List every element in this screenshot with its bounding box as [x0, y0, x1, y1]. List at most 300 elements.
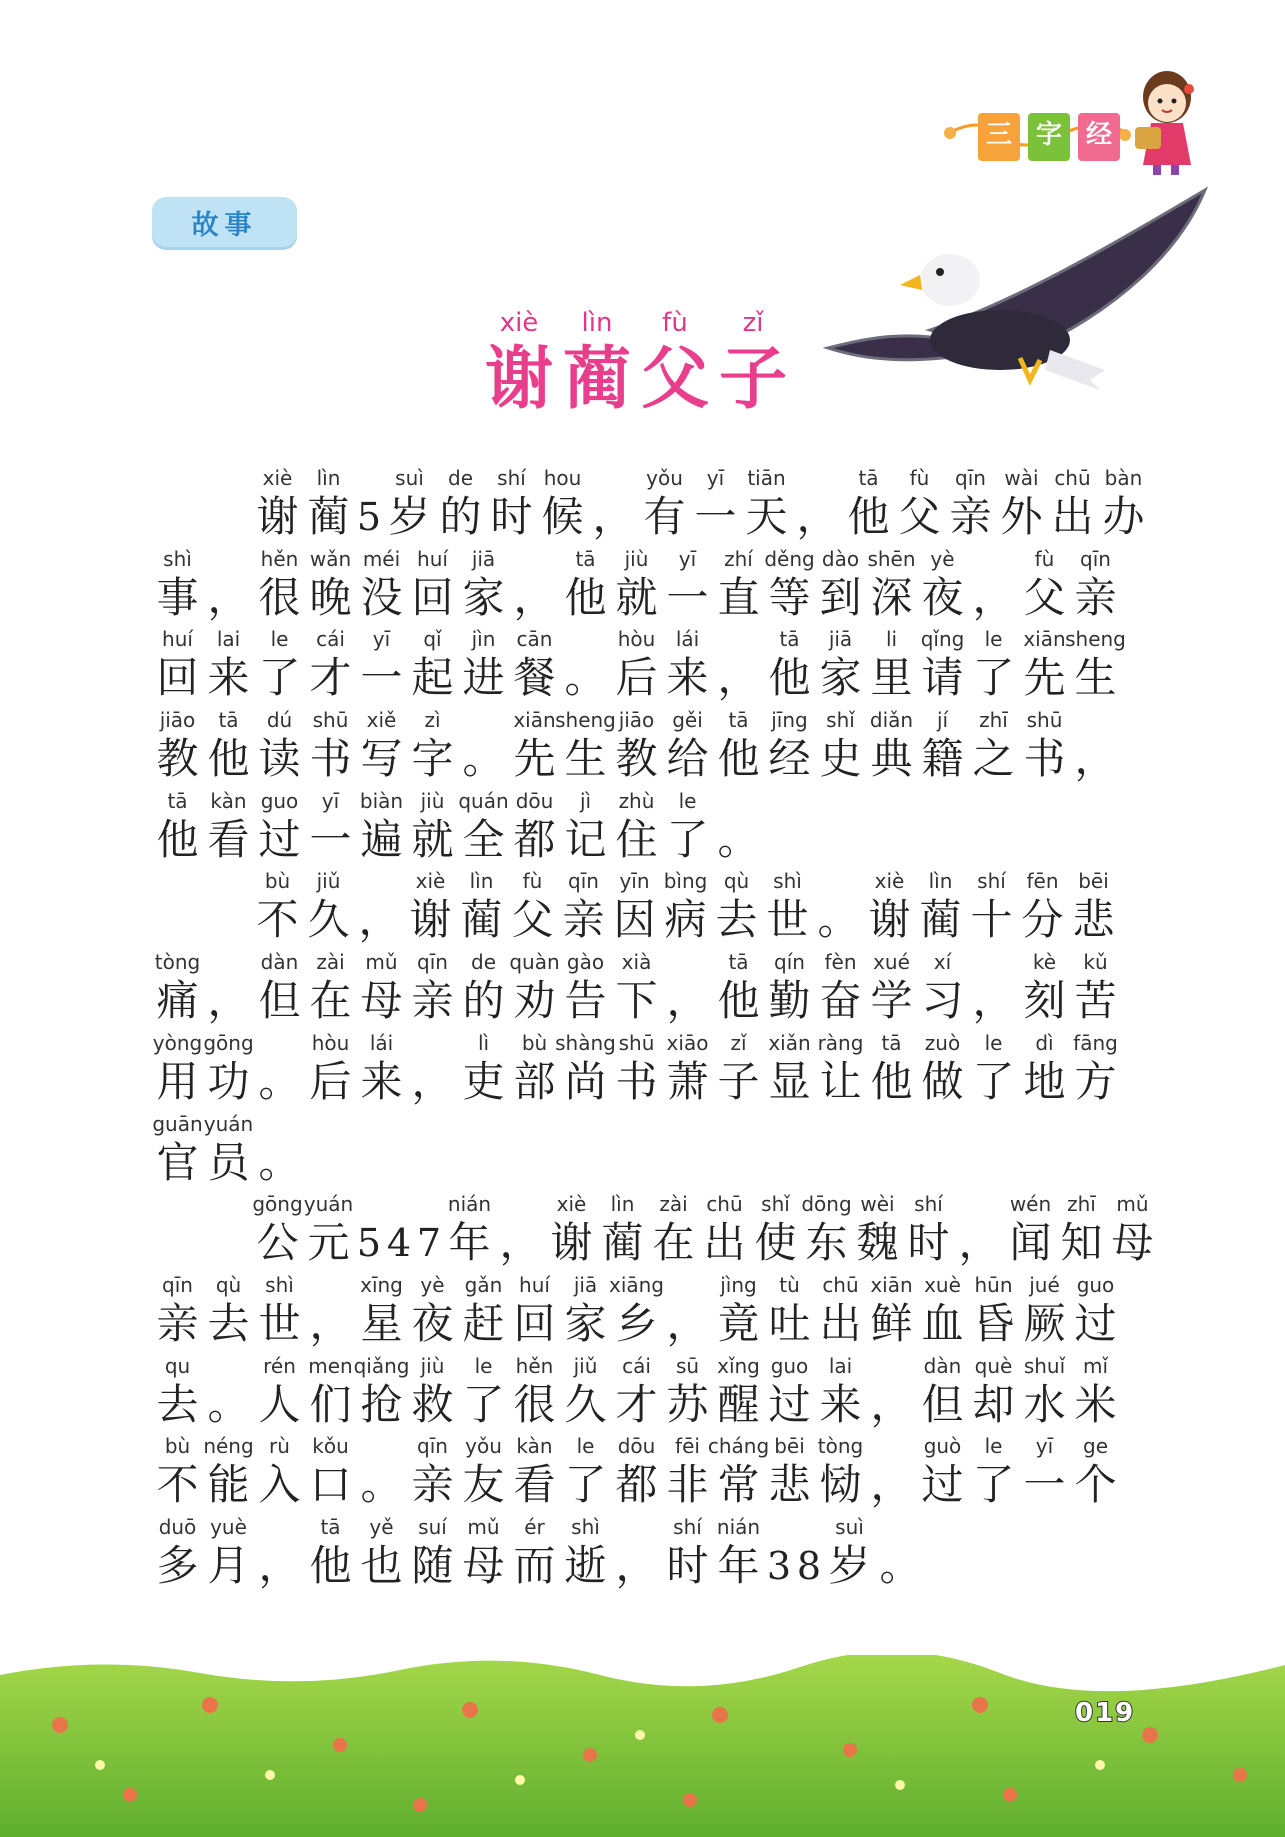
pinyin: qu	[164, 1353, 191, 1378]
pinyin: xiāo	[666, 1030, 709, 1055]
hanzi: 救	[411, 1379, 454, 1429]
story-char	[252, 867, 303, 948]
story-char	[254, 1432, 305, 1513]
story-char	[152, 948, 203, 1029]
story-char	[954, 1190, 1005, 1271]
hanzi: 世	[766, 895, 809, 945]
hanzi: 父	[511, 895, 554, 945]
story-char	[558, 867, 609, 948]
pinyin: děng	[764, 546, 815, 571]
hanzi: 。	[258, 1137, 301, 1187]
story-char	[356, 545, 407, 626]
story-char	[815, 1271, 866, 1352]
story-char	[866, 1029, 917, 1110]
pinyin: jì	[579, 788, 592, 813]
hanzi: 子	[717, 1056, 760, 1106]
story-char	[152, 1432, 203, 1513]
hanzi: 晚	[309, 572, 352, 622]
hanzi: 先	[513, 734, 556, 784]
pinyin: yī	[706, 466, 725, 490]
story-char	[458, 948, 509, 1029]
pinyin: tā	[167, 788, 188, 813]
hanzi: 书	[615, 1056, 658, 1106]
story-char	[458, 1271, 509, 1352]
story-char	[254, 625, 305, 706]
hanzi: 就	[411, 814, 454, 864]
pinyin: dōng	[801, 1192, 852, 1217]
hanzi: 蔺	[919, 895, 962, 945]
story-char	[305, 1029, 356, 1110]
story-char	[254, 1352, 305, 1433]
hanzi: 生	[1074, 653, 1117, 703]
pinyin: shì	[265, 1272, 294, 1297]
pinyin: jiā	[471, 546, 496, 571]
story-char	[407, 1432, 458, 1513]
pinyin: fù	[1034, 546, 1055, 571]
pinyin: méi	[362, 546, 401, 571]
story-char	[407, 1029, 458, 1110]
hanzi: 因	[613, 895, 656, 945]
hanzi: 了	[972, 1056, 1015, 1106]
pinyin: tiān	[747, 466, 786, 490]
pinyin: gǎn	[464, 1272, 503, 1297]
hanzi: 史	[819, 734, 862, 784]
story-char	[866, 625, 917, 706]
hanzi: ，	[358, 895, 401, 945]
pinyin: tā	[779, 627, 800, 652]
pinyin: bēi	[1078, 869, 1109, 894]
story-char	[713, 1352, 764, 1433]
story-char	[254, 706, 305, 787]
story-char	[356, 948, 407, 1029]
pinyin: guò	[923, 1434, 962, 1459]
story-char	[875, 1513, 926, 1594]
pinyin: xià	[621, 950, 652, 975]
pinyin: qǐng	[920, 627, 965, 652]
story-char	[1107, 1190, 1158, 1271]
story-char	[968, 706, 1019, 787]
hanzi: 等	[768, 572, 811, 622]
pinyin: shì	[773, 869, 802, 894]
story-char	[1070, 948, 1121, 1029]
story-char	[254, 1029, 305, 1110]
story-char	[824, 1513, 875, 1594]
pinyin: li	[885, 627, 898, 652]
pinyin: lìn	[928, 869, 953, 894]
pinyin: xí	[933, 950, 952, 975]
hanzi: 典	[870, 734, 913, 784]
hanzi: 就	[615, 572, 658, 622]
story-char	[662, 1029, 713, 1110]
hanzi: 竟	[717, 1298, 760, 1348]
pinyin: mǔ	[1116, 1192, 1149, 1217]
hanzi: 东	[805, 1218, 848, 1268]
story-char	[713, 948, 764, 1029]
hanzi: ，	[972, 976, 1015, 1026]
pinyin: shǐ	[826, 708, 855, 733]
pinyin: men	[308, 1353, 353, 1378]
pinyin: suì	[395, 466, 424, 490]
hanzi: 请	[921, 653, 964, 703]
hanzi: 奋	[819, 976, 862, 1026]
hanzi: 劝	[513, 976, 556, 1026]
pinyin: xué	[873, 950, 910, 975]
story-char	[713, 545, 764, 626]
story-char	[690, 464, 741, 545]
hanzi: 苦	[1074, 976, 1117, 1026]
pinyin: fāng	[1073, 1030, 1118, 1055]
story-char	[203, 1352, 254, 1433]
story-char	[486, 464, 537, 545]
story-char	[509, 1513, 560, 1594]
hanzi: 岁	[388, 492, 431, 541]
hanzi: 下	[615, 976, 658, 1026]
story-char	[560, 625, 611, 706]
story-char	[996, 464, 1047, 545]
hanzi: 十	[970, 895, 1013, 945]
hanzi: 吏	[462, 1056, 505, 1106]
hanzi: 尚	[564, 1056, 607, 1106]
hanzi: ，	[207, 572, 250, 622]
story-char	[444, 1190, 495, 1271]
hanzi: 在	[309, 976, 352, 1026]
pinyin: guān	[152, 1111, 203, 1136]
pinyin: lai	[216, 627, 241, 652]
pinyin: hěn	[260, 546, 299, 571]
hanzi: 书	[1023, 734, 1066, 784]
story-char	[843, 464, 894, 545]
story-char	[852, 1190, 903, 1271]
story-char	[384, 1190, 414, 1271]
pinyin: bìng	[663, 869, 708, 894]
pinyin: yǒu	[646, 466, 683, 490]
hanzi: 家	[462, 572, 505, 622]
pinyin: fēi	[675, 1434, 700, 1459]
pinyin: huí	[162, 627, 193, 652]
hanzi: 来	[666, 653, 709, 703]
story-line	[152, 545, 1142, 626]
hanzi: 他	[564, 572, 607, 622]
story-line	[152, 1352, 1142, 1433]
pinyin: yuán	[203, 1111, 254, 1136]
story-char	[1019, 948, 1070, 1029]
pinyin: mǐ	[1082, 1353, 1109, 1378]
pinyin: bù	[264, 869, 291, 894]
hanzi: 来	[819, 1379, 862, 1429]
hanzi: 先	[1023, 653, 1066, 703]
hanzi: 闻	[1009, 1218, 1052, 1268]
hanzi: 不	[156, 1460, 199, 1510]
pinyin: shàng	[555, 1030, 616, 1055]
hanzi: 鲜	[870, 1298, 913, 1348]
hanzi: 到	[819, 572, 862, 622]
pinyin: yī	[372, 627, 391, 652]
hanzi: 分	[1021, 895, 1064, 945]
story-char	[917, 1352, 968, 1433]
pinyin: wén	[1009, 1192, 1052, 1217]
pinyin: qù	[215, 1272, 242, 1297]
pinyin: tòng	[154, 950, 201, 975]
story-char	[894, 464, 945, 545]
hanzi: 出	[819, 1298, 862, 1348]
pinyin: rén	[263, 1353, 296, 1378]
pinyin: jiā	[573, 1272, 598, 1297]
pinyin: cān	[516, 627, 553, 652]
pinyin: bù	[164, 1434, 191, 1459]
pinyin: dì	[1035, 1030, 1054, 1055]
hanzi: 记	[564, 814, 607, 864]
pinyin: jiǔ	[316, 869, 341, 894]
story-line	[152, 867, 1142, 948]
pinyin: quán	[458, 788, 509, 813]
hanzi: 让	[819, 1056, 862, 1106]
pinyin: dàn	[260, 950, 299, 975]
story-char	[815, 545, 866, 626]
story-char	[407, 625, 458, 706]
pinyin: zài	[316, 950, 345, 975]
hanzi: 病	[664, 895, 707, 945]
pinyin: cháng	[707, 1434, 770, 1459]
hanzi: 一	[694, 492, 737, 541]
story-char	[152, 1110, 203, 1191]
story-char	[203, 1271, 254, 1352]
story-char	[611, 948, 662, 1029]
story-char	[254, 1513, 305, 1594]
pinyin: shū	[312, 708, 349, 733]
hanzi: 4	[386, 1221, 412, 1266]
pinyin: lìn	[469, 869, 494, 894]
hanzi: 们	[309, 1379, 352, 1429]
hanzi: 写	[360, 734, 403, 784]
hanzi: 父	[1023, 572, 1066, 622]
pinyin: cái	[316, 627, 345, 652]
pinyin: chū	[1054, 466, 1091, 490]
hanzi: 了	[564, 1460, 607, 1510]
hanzi: 都	[513, 814, 556, 864]
story-char	[662, 545, 713, 626]
story-char	[917, 625, 968, 706]
hanzi: 学	[870, 976, 913, 1026]
hanzi: 时	[490, 492, 533, 541]
story-char	[662, 1352, 713, 1433]
story-char	[1056, 1190, 1107, 1271]
hanzi: 经	[768, 734, 811, 784]
hanzi: 了	[258, 653, 301, 703]
story-char	[917, 1029, 968, 1110]
hanzi: 过	[768, 1379, 811, 1429]
pinyin: qīn	[568, 869, 599, 894]
story-char	[713, 706, 764, 787]
hanzi: 深	[870, 572, 913, 622]
pinyin: nián	[716, 1514, 761, 1539]
pinyin: le	[576, 1434, 595, 1459]
story-char	[639, 464, 690, 545]
pinyin: kǒu	[312, 1434, 349, 1459]
story-char	[713, 1029, 764, 1110]
story-char	[356, 625, 407, 706]
pinyin: jiāo	[618, 708, 655, 733]
hanzi: 做	[921, 1056, 964, 1106]
story-char	[815, 1029, 866, 1110]
story-char	[305, 1271, 356, 1352]
pinyin: xiāng	[608, 1272, 665, 1297]
story-char	[407, 948, 458, 1029]
pinyin: xīng	[360, 1272, 403, 1297]
hanzi: 魏	[856, 1218, 899, 1268]
story-char	[915, 867, 966, 948]
title-pinyin-4: zǐ	[742, 308, 764, 338]
story-char	[407, 706, 458, 787]
story-char	[507, 867, 558, 948]
pinyin: qǐ	[423, 627, 442, 652]
pinyin: gěi	[672, 708, 703, 733]
hanzi: 8	[796, 1543, 822, 1588]
story-char	[560, 1513, 611, 1594]
hanzi: 久	[307, 895, 350, 945]
hanzi: 。	[258, 1056, 301, 1106]
pinyin: kàn	[516, 1434, 553, 1459]
pinyin: jiù	[420, 1353, 445, 1378]
pinyin: bēi	[774, 1434, 805, 1459]
pinyin: gào	[566, 950, 605, 975]
pinyin: gōng	[252, 1192, 303, 1217]
hanzi: 谢	[868, 895, 911, 945]
hanzi: 字	[411, 734, 454, 784]
story-char	[152, 706, 203, 787]
story-char	[611, 625, 662, 706]
story-char	[203, 1513, 254, 1594]
story-line	[152, 948, 1142, 1029]
hanzi: 他	[207, 734, 250, 784]
hanzi: 后	[615, 653, 658, 703]
pinyin: ér	[524, 1514, 545, 1539]
pinyin: néng	[203, 1434, 254, 1459]
story-char	[203, 1110, 254, 1191]
pinyin: ge	[1083, 1434, 1108, 1459]
hanzi: 久	[564, 1379, 607, 1429]
pinyin: de	[448, 466, 473, 490]
story-char	[1019, 1352, 1070, 1433]
hanzi: 多	[156, 1540, 199, 1590]
hanzi: 出	[703, 1218, 746, 1268]
pinyin: zhí	[724, 546, 753, 571]
story-title	[480, 308, 820, 418]
pinyin: kè	[1032, 950, 1057, 975]
hanzi: 谢	[256, 492, 299, 541]
story-char	[945, 464, 996, 545]
story-char	[917, 545, 968, 626]
story-char	[662, 1432, 713, 1513]
story-char	[764, 1513, 794, 1594]
pinyin: le	[984, 627, 1003, 652]
pinyin: huí	[519, 1272, 550, 1297]
story-char	[354, 1190, 384, 1271]
hanzi: 使	[754, 1218, 797, 1268]
hanzi: 随	[411, 1540, 454, 1590]
meadow-illustration	[0, 1655, 1285, 1837]
hanzi: 里	[870, 653, 913, 703]
story-char	[458, 1352, 509, 1433]
hanzi: ，	[870, 1460, 913, 1510]
story-char	[305, 545, 356, 626]
hanzi: 3	[766, 1543, 792, 1588]
story-char	[1019, 625, 1070, 706]
story-char	[456, 867, 507, 948]
hanzi: 昏	[972, 1298, 1015, 1348]
hanzi: 能	[207, 1460, 250, 1510]
pinyin: hou	[543, 466, 582, 490]
hanzi: 勤	[768, 976, 811, 1026]
story-char	[152, 1513, 203, 1594]
hanzi: 谢	[550, 1218, 593, 1268]
pinyin: cái	[622, 1353, 651, 1378]
hanzi: 一	[666, 572, 709, 622]
story-char	[405, 867, 456, 948]
story-char	[713, 625, 764, 706]
pinyin: dàn	[923, 1353, 962, 1378]
pinyin: shū	[1026, 708, 1063, 733]
story-char	[1019, 545, 1070, 626]
story-char	[609, 867, 660, 948]
hanzi: 生	[564, 734, 607, 784]
girl-illustration	[1125, 65, 1205, 175]
pinyin: shì	[163, 546, 192, 571]
hanzi: ，	[411, 1056, 454, 1106]
pinyin: jiù	[624, 546, 649, 571]
story-char	[917, 1432, 968, 1513]
story-char	[203, 948, 254, 1029]
story-char	[699, 1190, 750, 1271]
pinyin: xiě	[366, 708, 397, 733]
pinyin: jí	[936, 708, 949, 733]
story-char	[356, 787, 407, 868]
hanzi: 但	[258, 976, 301, 1026]
story-char	[254, 545, 305, 626]
pinyin: le	[984, 1030, 1003, 1055]
pinyin: lái	[369, 1030, 394, 1055]
hanzi: 蔺	[460, 895, 503, 945]
hanzi: 年	[717, 1540, 760, 1590]
story-char	[1047, 464, 1098, 545]
story-char	[509, 1271, 560, 1352]
hanzi: 亲	[411, 1460, 454, 1510]
hanzi: 很	[258, 572, 301, 622]
story-line	[152, 625, 1142, 706]
pinyin: zhù	[618, 788, 655, 813]
hanzi: ，	[870, 1379, 913, 1429]
hanzi: 。	[360, 1460, 403, 1510]
story-char	[1019, 1029, 1070, 1110]
pinyin: qīn	[417, 950, 448, 975]
pinyin: gōng	[203, 1030, 254, 1055]
hanzi: 时	[666, 1540, 709, 1590]
hanzi: 很	[513, 1379, 556, 1429]
pinyin: qīn	[1080, 546, 1111, 571]
story-line	[152, 1190, 1154, 1271]
story-char	[356, 1513, 407, 1594]
pinyin: yè	[420, 1272, 445, 1297]
story-char	[741, 464, 792, 545]
pinyin: hěn	[515, 1353, 554, 1378]
story-char	[1070, 706, 1121, 787]
hanzi: 起	[411, 653, 454, 703]
hanzi: ，	[666, 1298, 709, 1348]
story-char	[252, 464, 303, 545]
story-char	[560, 1271, 611, 1352]
hanzi: 直	[717, 572, 760, 622]
story-char	[662, 787, 713, 868]
hanzi: 亲	[949, 492, 992, 541]
